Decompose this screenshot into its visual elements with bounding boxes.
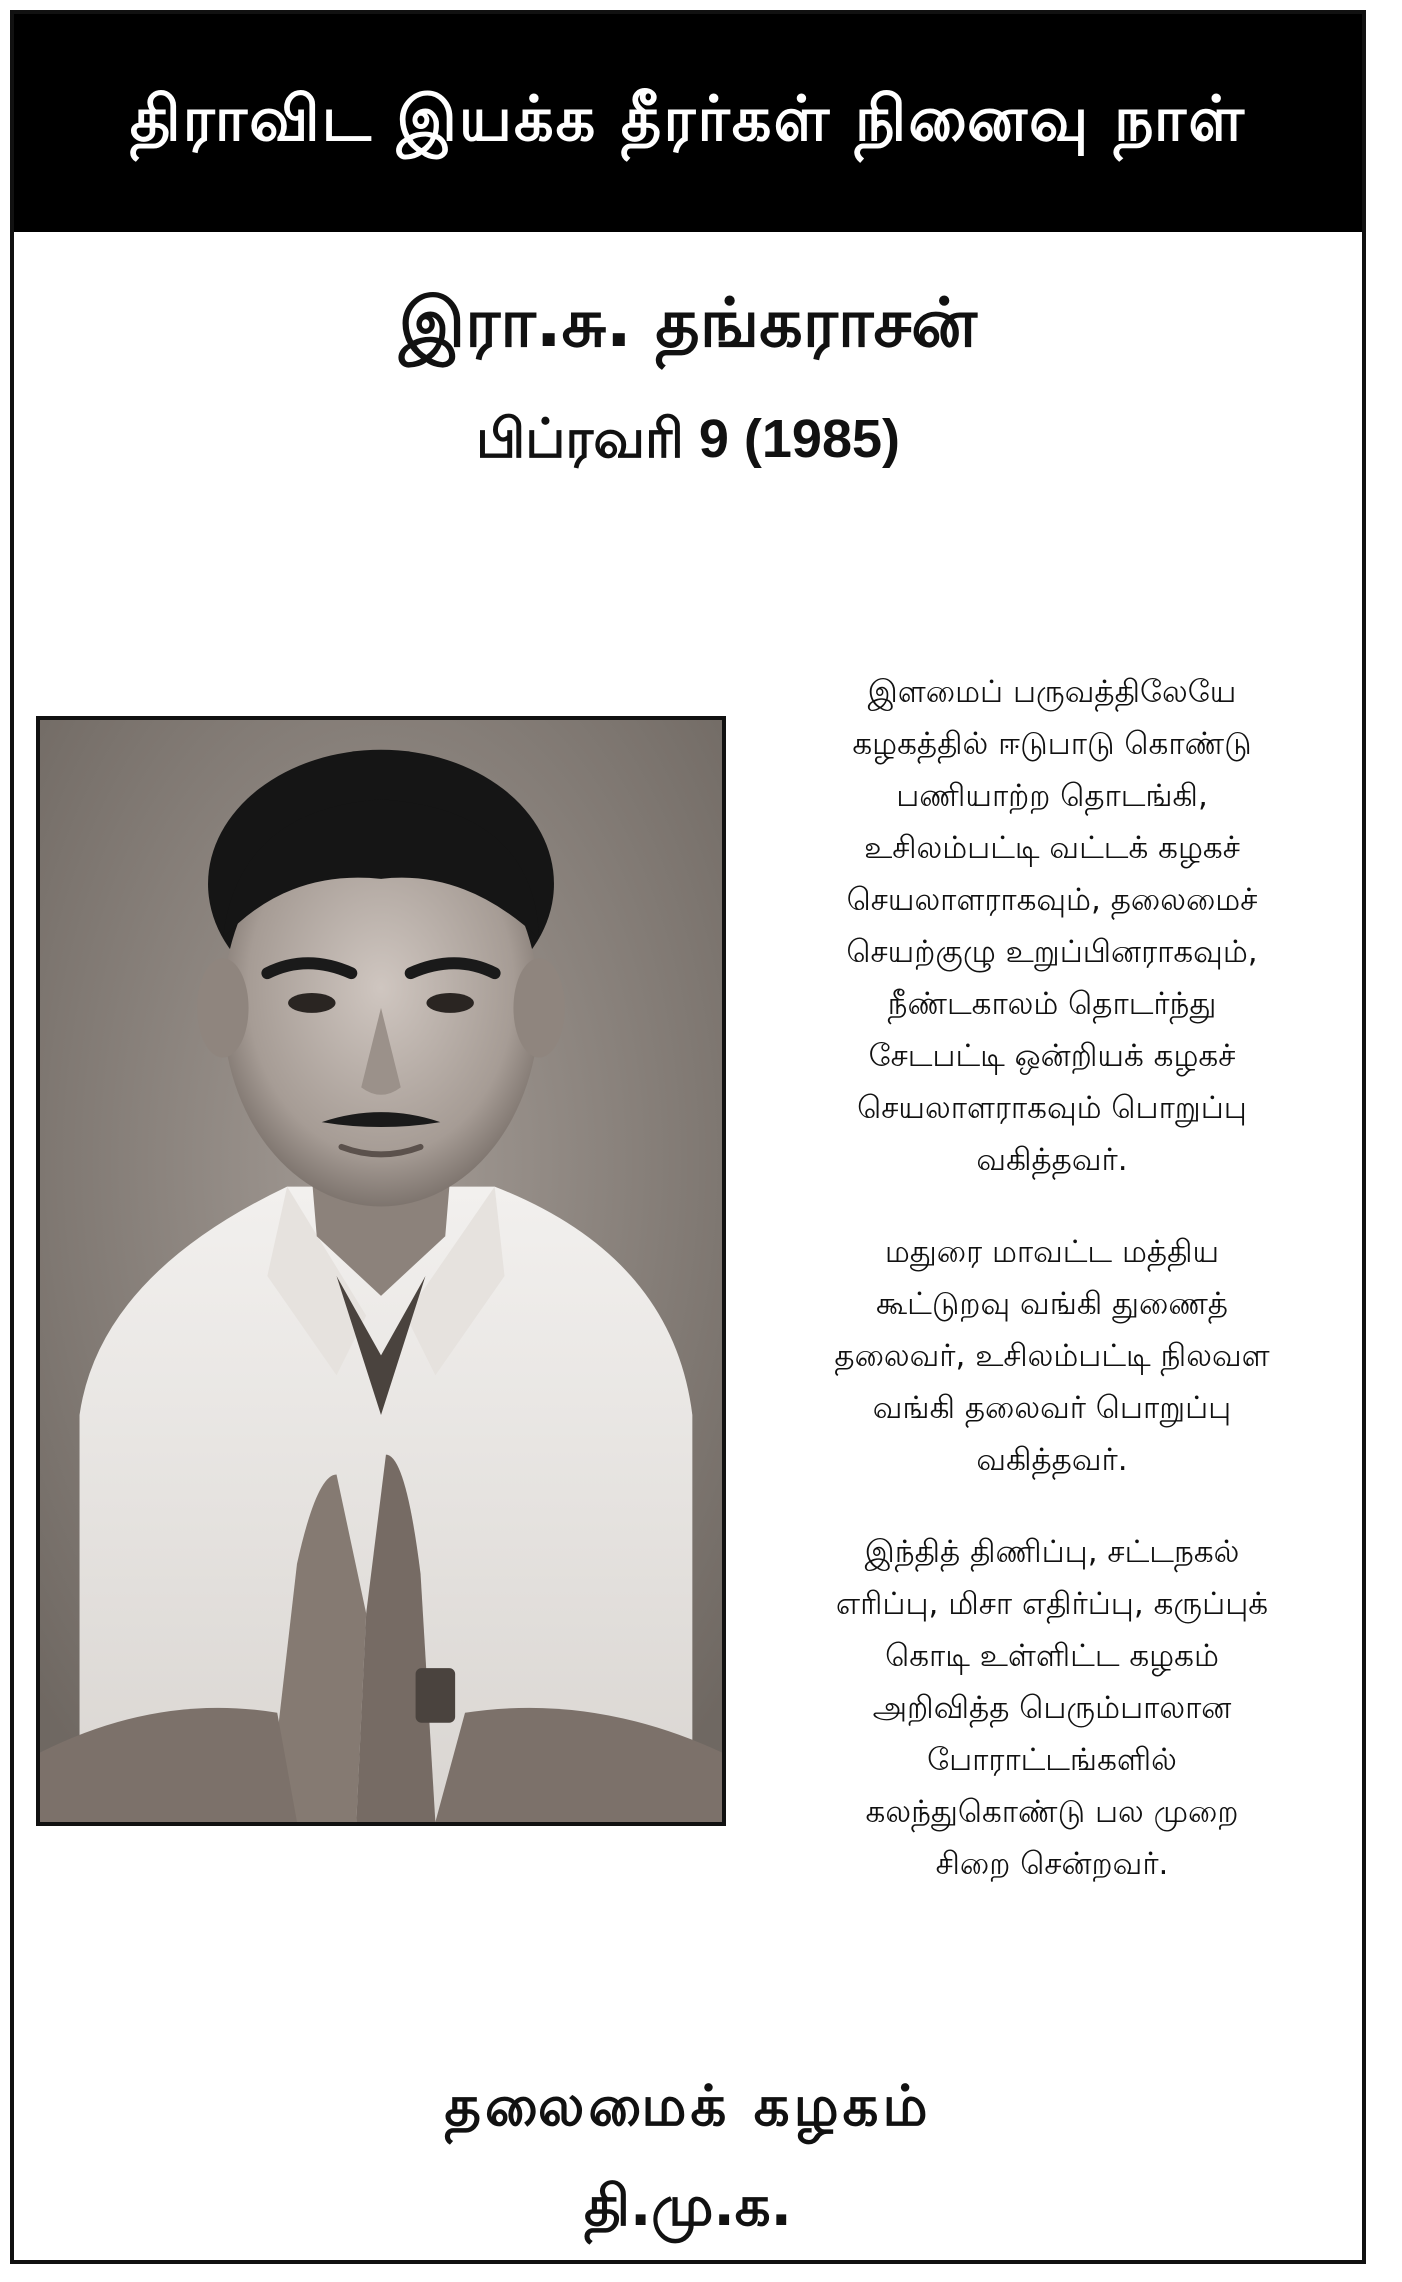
header-banner <box>14 14 1362 232</box>
bio-line: இந்தித் திணிப்பு, சட்டநகல் <box>864 1534 1240 1570</box>
bio-line: வகித்தவர். <box>976 1142 1128 1178</box>
bio-line: பணியாற்ற தொடங்கி, <box>896 778 1208 814</box>
bio-line: தலைவர், உசிலம்பட்டி நிலவள <box>834 1338 1270 1374</box>
bio-line: சிறை சென்றவர். <box>935 1846 1169 1882</box>
portrait-illustration <box>40 720 722 1822</box>
bio-line: செயலாளராகவும், தலைமைச் <box>846 882 1258 918</box>
bio-paragraph-1 <box>752 666 1352 1186</box>
poster-frame <box>10 10 1366 2264</box>
bio-line: கொடி உள்ளிட்ட கழகம் <box>885 1638 1219 1674</box>
bio-line: வகித்தவர். <box>976 1442 1128 1478</box>
bio-line: போராட்டங்களில் <box>927 1742 1177 1778</box>
bio-line: நீண்டகாலம் தொடர்ந்து <box>887 986 1217 1022</box>
memorial-date: பிப்ரவரி 9 (1985) <box>475 409 900 469</box>
bio-line: இளமைப் பருவத்திலேயே <box>867 674 1237 710</box>
bio-paragraph-2 <box>752 1226 1352 1486</box>
footer-organization: தலைமைக் கழகம் <box>444 2074 932 2139</box>
bio-line: கழகத்தில் ஈடுபாடு கொண்டு <box>852 726 1252 762</box>
bio-line: செயற்குழு உறுப்பினராகவும், <box>846 934 1258 970</box>
bio-text <box>752 666 1352 1930</box>
portrait-photo <box>36 716 726 1826</box>
bio-line: உசிலம்பட்டி வட்டக் கழகச் <box>864 830 1240 866</box>
bio-paragraph-3 <box>752 1526 1352 1890</box>
footer-party-name: தி.மு.க. <box>584 2174 792 2239</box>
bio-line: சேடபட்டி ஒன்றியக் கழகச் <box>868 1038 1236 1074</box>
bio-line: வங்கி தலைவர் பொறுப்பு <box>872 1390 1232 1426</box>
bio-line: அறிவித்த பெரும்பாலான <box>872 1690 1232 1726</box>
person-name: இரா.சு. தங்கராசன் <box>398 284 978 363</box>
bio-line: செயலாளராகவும் பொறுப்பு <box>857 1090 1247 1126</box>
bio-line: கலந்துகொண்டு பல முறை <box>865 1794 1239 1830</box>
bio-line: மதுரை மாவட்ட மத்திய <box>884 1234 1220 1270</box>
header-title: திராவிட இயக்க தீரர்கள் நினைவு நாள் <box>129 82 1247 155</box>
bio-line: கூட்டுறவு வங்கி துணைத் <box>876 1286 1228 1322</box>
bio-line: எரிப்பு, மிசா எதிர்ப்பு, கருப்புக் <box>835 1586 1269 1622</box>
